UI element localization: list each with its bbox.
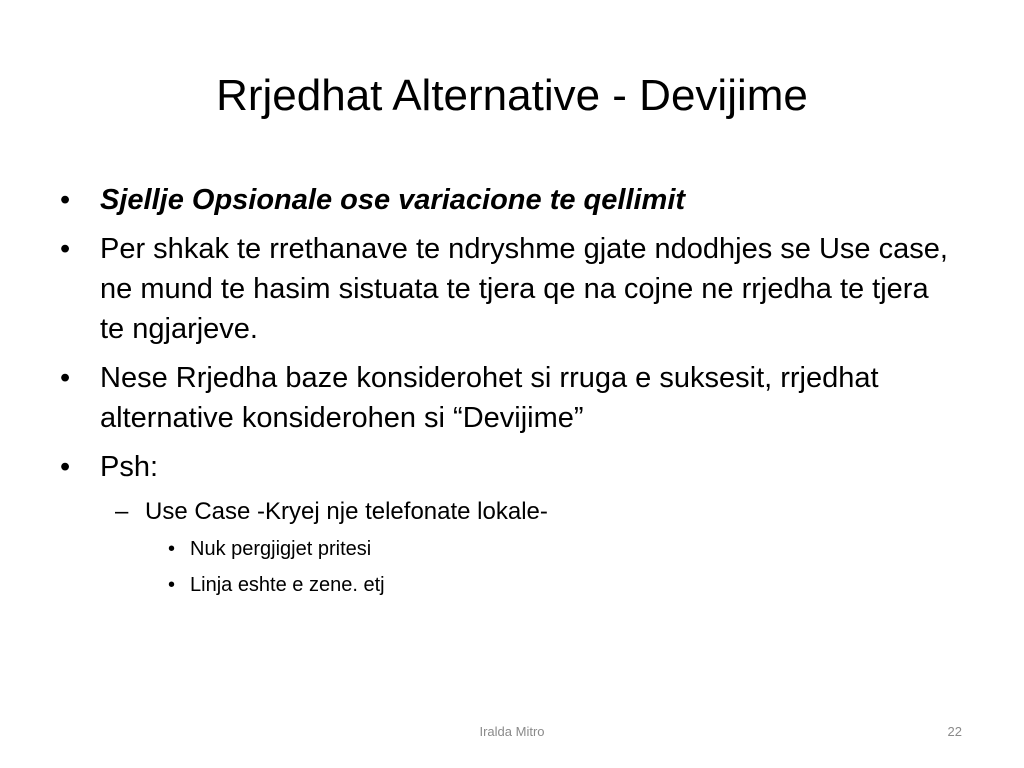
bullet-marker: • — [60, 451, 71, 483]
sub-bullet-item — [60, 496, 960, 528]
footer-author: Iralda Mitro — [479, 724, 545, 739]
bullet-text: Nese Rrjedha baze konsiderohet si rruga e suksesit, rrjedhat alternative konsiderohen si “Devijime” — [100, 362, 879, 434]
bullet-marker: • — [168, 574, 176, 596]
slide-title: Rrjedhat Alternative - Devijime — [216, 71, 808, 120]
sub-bullet-text: Use Case -Kryej nje telefonate lokale- — [145, 498, 548, 525]
bullet-marker: • — [168, 538, 176, 560]
bullet-list — [60, 180, 960, 608]
sub-sub-bullet-item — [60, 572, 960, 598]
bullet-item — [60, 180, 960, 220]
sub-sub-bullet-item — [60, 536, 960, 562]
bullet-text: Psh: — [100, 451, 159, 483]
bullet-text: Per shkak te rrethanave te ndryshme gjate ndodhjes se Use case, ne mund te hasim sistuata te tjera qe na cojne ne rrjedha te tjera te ngjarjeve. — [100, 233, 948, 345]
dash-marker: – — [115, 498, 129, 525]
page-number: 22 — [947, 724, 962, 739]
sub-sub-bullet-text: Linja eshte e zene. etj — [190, 574, 385, 596]
bullet-marker: • — [60, 233, 71, 265]
bullet-text: Sjellje Opsionale ose variacione te qellimit — [100, 184, 686, 216]
bullet-marker: • — [60, 184, 71, 216]
bullet-item — [60, 358, 960, 438]
bullet-item — [60, 229, 960, 349]
bullet-marker: • — [60, 362, 71, 394]
bullet-item — [60, 447, 960, 487]
sub-sub-bullet-text: Nuk pergjigjet pritesi — [190, 538, 372, 560]
